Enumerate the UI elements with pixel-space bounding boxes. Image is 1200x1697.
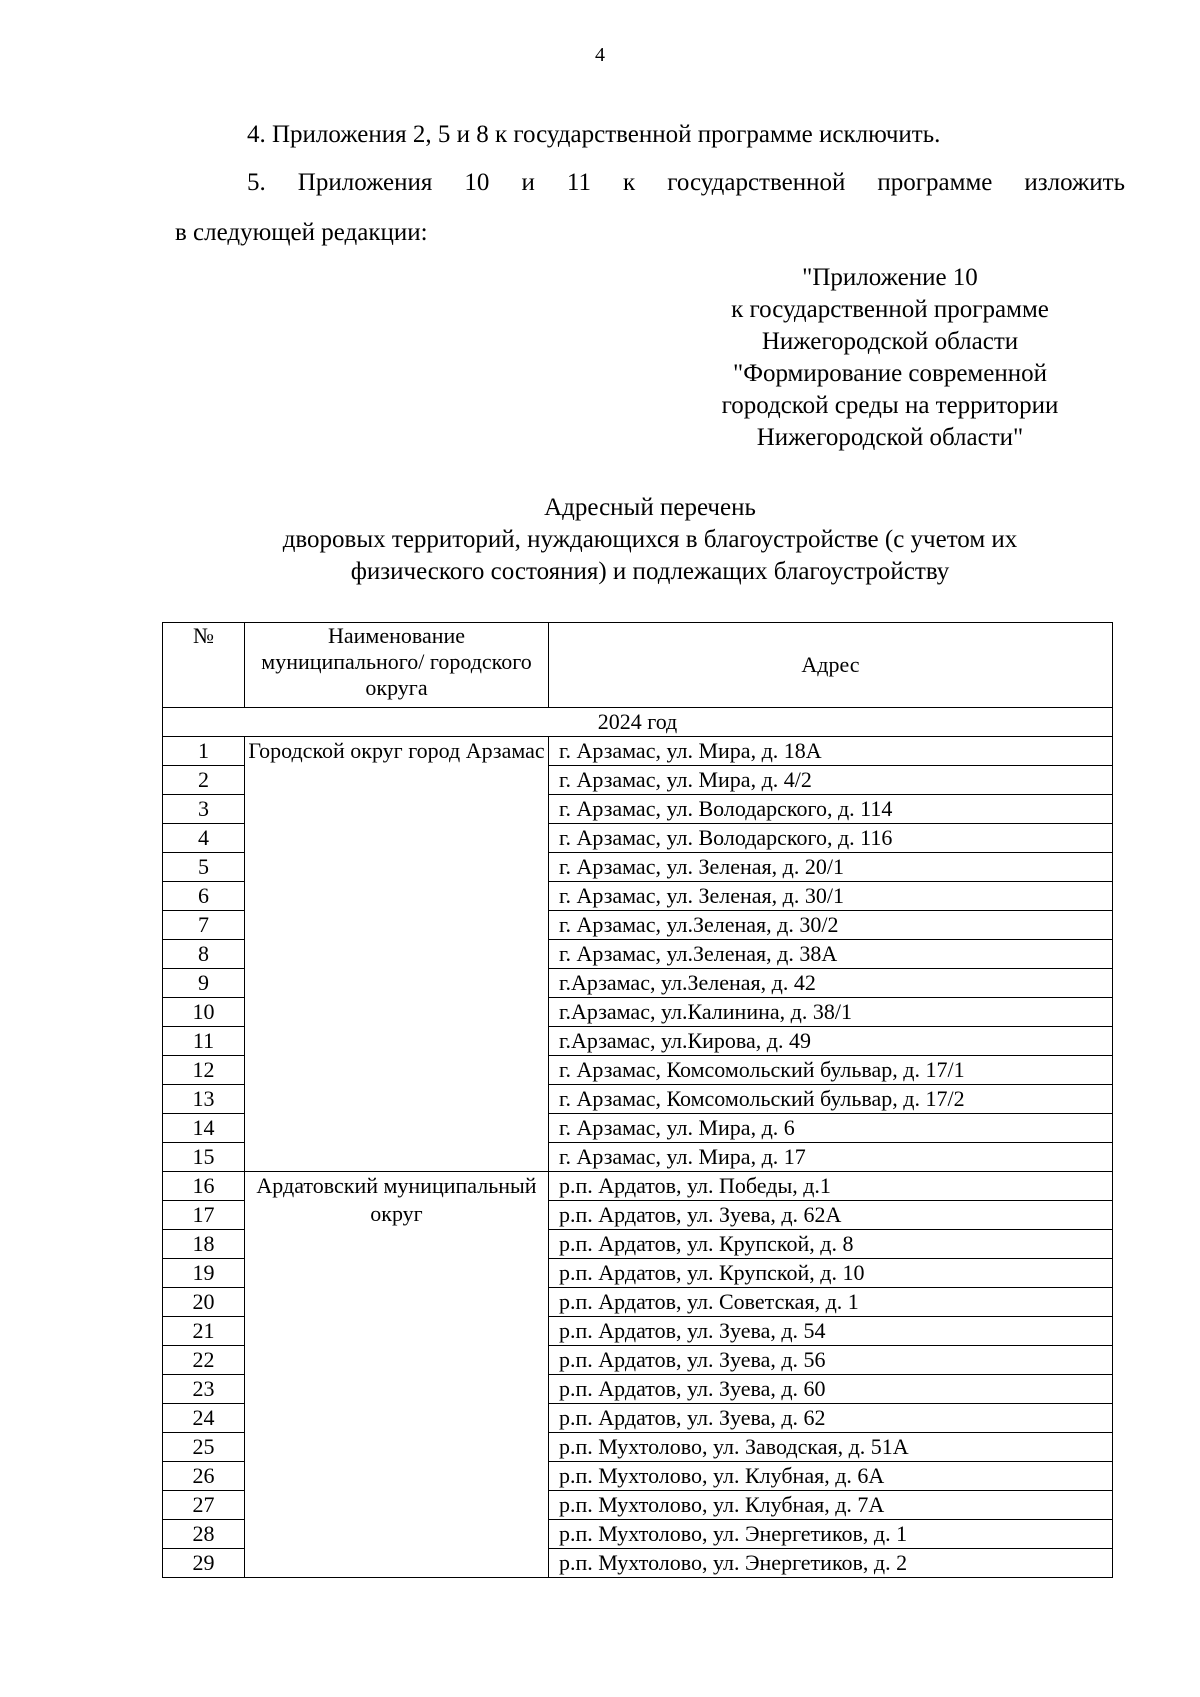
row-number: 18 [163,1230,245,1259]
row-number: 5 [163,853,245,882]
address-cell: р.п. Ардатов, ул. Крупской, д. 10 [549,1259,1113,1288]
header-number: № [163,623,245,708]
paragraph-4: 4. Приложения 2, 5 и 8 к государственной программе исключить. [247,121,941,148]
annex-header-line: Нижегородской области [761,328,1019,355]
table-row [163,1172,1113,1201]
row-number: 24 [163,1404,245,1433]
title-line: физического состояния) и подлежащих благоустройству [350,558,950,585]
row-number: 7 [163,911,245,940]
row-number: 16 [163,1172,245,1201]
row-number: 29 [163,1549,245,1578]
annex-header [640,262,1140,454]
address-cell: г. Арзамас, ул. Мира, д. 17 [549,1143,1113,1172]
row-number: 9 [163,969,245,998]
annex-header-line: Нижегородской области" [756,424,1024,451]
address-cell: р.п. Ардатов, ул. Крупской, д. 8 [549,1230,1113,1259]
row-number: 28 [163,1520,245,1549]
address-cell: р.п. Мухтолово, ул. Клубная, д. 7А [549,1491,1113,1520]
title-line: дворовых территорий, нуждающихся в благоустройстве (с учетом их [282,526,1018,553]
address-cell: г. Арзамас, ул. Мира, д. 4/2 [549,766,1113,795]
annex-header-line: городской среды на территории [721,392,1059,419]
row-number: 10 [163,998,245,1027]
address-table [162,622,1113,1578]
address-cell: г. Арзамас, ул. Мира, д. 18А [549,737,1113,766]
municipality-cell: Городской округ город Арзамас [245,737,549,1172]
row-number: 25 [163,1433,245,1462]
row-number: 23 [163,1375,245,1404]
address-cell: р.п. Ардатов, ул. Зуева, д. 54 [549,1317,1113,1346]
address-cell: г. Арзамас, ул.Зеленая, д. 38А [549,940,1113,969]
municipality-cell: Ардатовский муниципальный округ [245,1172,549,1578]
row-number: 19 [163,1259,245,1288]
address-cell: г. Арзамас, ул. Володарского, д. 114 [549,795,1113,824]
address-cell: р.п. Мухтолово, ул. Клубная, д. 6А [549,1462,1113,1491]
header-municipality: Наименование муниципального/ городского округа [245,623,549,708]
paragraph-5-line-2: в следующей редакции: [175,219,428,246]
table-body [163,708,1113,1578]
page-number: 4 [595,44,605,66]
row-number: 14 [163,1114,245,1143]
row-number: 12 [163,1056,245,1085]
address-cell: г. Арзамас, ул. Зеленая, д. 30/1 [549,882,1113,911]
paragraph-5-line-1: 5. Приложения 10 и 11 к государственной программе изложить [247,169,1125,196]
address-cell: г.Арзамас, ул.Калинина, д. 38/1 [549,998,1113,1027]
annex-header-line: к государственной программе [731,296,1049,323]
row-number: 20 [163,1288,245,1317]
year-row [163,708,1113,737]
address-cell: г. Арзамас, ул. Мира, д. 6 [549,1114,1113,1143]
address-cell: г.Арзамас, ул.Зеленая, д. 42 [549,969,1113,998]
annex-header-line: "Формирование современной [732,360,1047,387]
row-number: 8 [163,940,245,969]
row-number: 21 [163,1317,245,1346]
address-cell: р.п. Мухтолово, ул. Энергетиков, д. 1 [549,1520,1113,1549]
row-number: 15 [163,1143,245,1172]
address-cell: р.п. Мухтолово, ул. Заводская, д. 51А [549,1433,1113,1462]
address-cell: г. Арзамас, Комсомольский бульвар, д. 17/2 [549,1085,1113,1114]
row-number: 1 [163,737,245,766]
row-number: 3 [163,795,245,824]
address-cell: г. Арзамас, ул. Володарского, д. 116 [549,824,1113,853]
year-cell: 2024 год [163,708,1113,737]
annex-header-line: "Приложение 10 [802,264,978,291]
row-number: 2 [163,766,245,795]
row-number: 4 [163,824,245,853]
address-cell: р.п. Ардатов, ул. Победы, д.1 [549,1172,1113,1201]
address-cell: г. Арзамас, Комсомольский бульвар, д. 17/1 [549,1056,1113,1085]
address-cell: г. Арзамас, ул.Зеленая, д. 30/2 [549,911,1113,940]
address-cell: р.п. Ардатов, ул. Зуева, д. 62А [549,1201,1113,1230]
address-cell: р.п. Ардатов, ул. Зуева, д. 60 [549,1375,1113,1404]
row-number: 17 [163,1201,245,1230]
address-cell: г.Арзамас, ул.Кирова, д. 49 [549,1027,1113,1056]
title-line: Адресный перечень [544,494,756,521]
address-cell: р.п. Ардатов, ул. Зуева, д. 62 [549,1404,1113,1433]
row-number: 6 [163,882,245,911]
row-number: 22 [163,1346,245,1375]
table-header-row [163,623,1113,708]
address-cell: р.п. Мухтолово, ул. Энергетиков, д. 2 [549,1549,1113,1578]
row-number: 11 [163,1027,245,1056]
header-address: Адрес [549,623,1113,708]
document-title [0,492,1200,588]
table-row [163,737,1113,766]
address-cell: р.п. Ардатов, ул. Зуева, д. 56 [549,1346,1113,1375]
row-number: 26 [163,1462,245,1491]
row-number: 27 [163,1491,245,1520]
row-number: 13 [163,1085,245,1114]
address-cell: г. Арзамас, ул. Зеленая, д. 20/1 [549,853,1113,882]
address-cell: р.п. Ардатов, ул. Советская, д. 1 [549,1288,1113,1317]
